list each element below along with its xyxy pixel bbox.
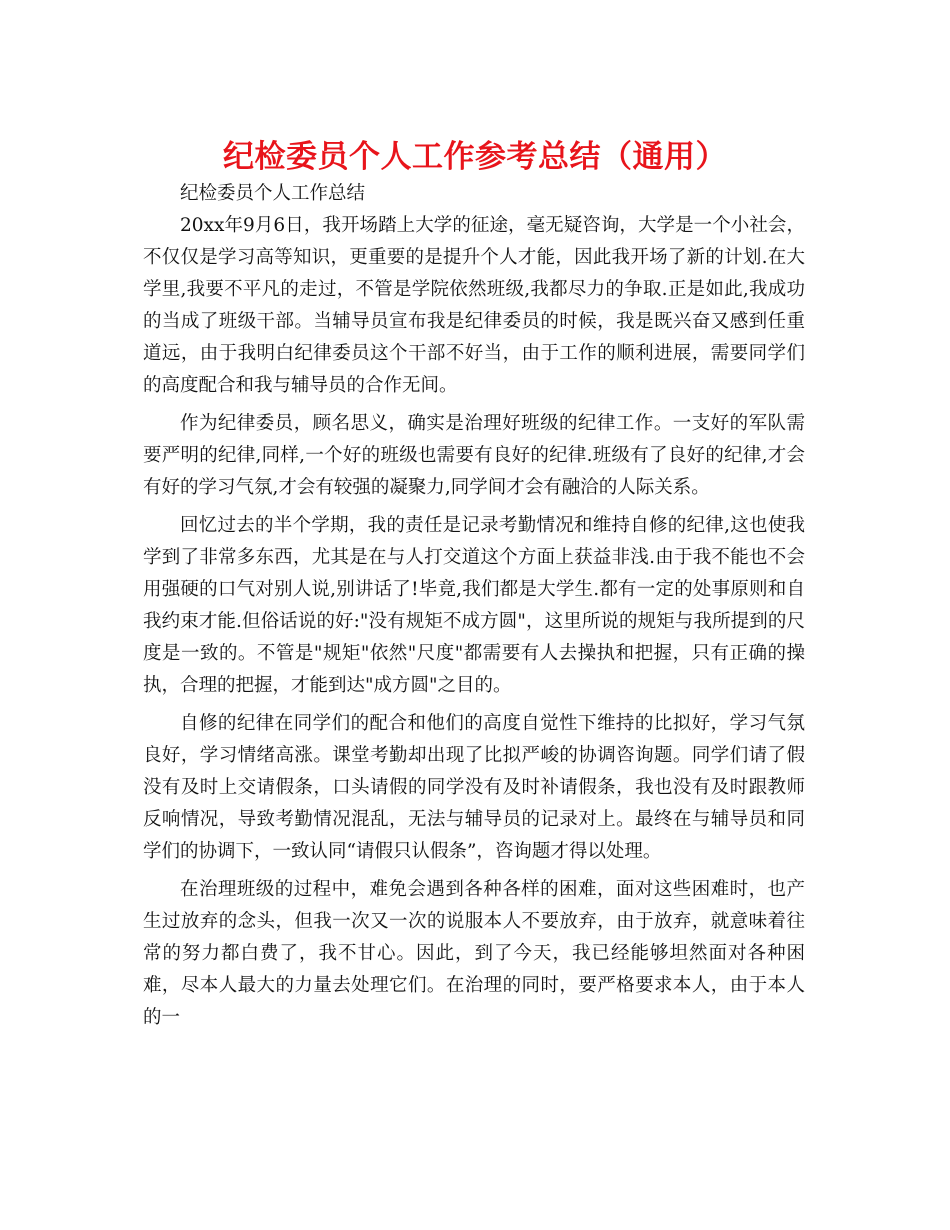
paragraph: 在治理班级的过程中，难免会遇到各种各样的困难，面对这些困难时，也产生过放弃的念头，但我一次又一次的说服本人不要放弃，由于放弃，就意味着往常的努力都白费了，我不甘心。因此，到了今天，我已经能够坦然面对各种困难，尽本人最大的力量去处理它们。在治理的同时，要严格要求本人，由于本人的一	[143, 879, 805, 1028]
paragraph: 自修的纪律在同学们的配合和他们的高度自觉性下维持的比拟好，学习气氛良好，学习情绪高涨。课堂考勤却出现了比拟严峻的协调咨询题。同学们请了假没有及时上交请假条，口头请假的同学没有及时补请假条，我也没有及时跟教师反响情况，导致考勤情况混乱，无法与辅导员的记录对上。最终在与辅导员和同学们的协调下，一致认同“请假只认假条”，咨询题才得以处理。	[143, 713, 805, 862]
paragraph: 作为纪律委员，顾名思义，确实是治理好班级的纪律工作。一支好的军队需要严明的纪律,同样,一个好的班级也需要有良好的纪律.班级有了良好的纪律,才会有好的学习气氛,才会有较强的凝聚力,同学间才会有融洽的人际关系。	[143, 413, 805, 498]
document-body	[143, 178, 805, 1040]
paragraph: 20xx年9月6日，我开场踏上大学的征途，毫无疑咨询，大学是一个小社会，不仅仅是学习高等知识，更重要的是提升个人才能，因此我开场了新的计划.在大学里,我要不平凡的走过，不管是学院依然班级,我都尽力的争取.正是如此,我成功的当成了班级干部。当辅导员宣布我是纪律委员的时候，我是既兴奋又感到任重道远，由于我明白纪律委员这个干部不好当，由于工作的顺利进展，需要同学们的高度配合和我与辅导员的合作无间。	[143, 215, 805, 396]
document-title: 纪检委员个人工作参考总结（通用）	[223, 139, 727, 175]
paragraph: 回忆过去的半个学期，我的责任是记录考勤情况和维持自修的纪律,这也使我学到了非常多东西，尤其是在与人打交道这个方面上获益非浅.由于我不能也不会用强硬的口气对别人说,别讲话了!毕竟,我们都是大学生.都有一定的处事原则和自我约束才能.但俗话说的好:"没有规矩不成方圆"，这里所说的规矩与我所提到的尺度是一致的。不管是"规矩"依然"尺度"都需要有人去操执和把握，只有正确的操执，合理的把握，才能到达"成方圆"之目的。	[143, 515, 805, 696]
document-subtitle: 纪检委员个人工作总结	[180, 183, 366, 204]
